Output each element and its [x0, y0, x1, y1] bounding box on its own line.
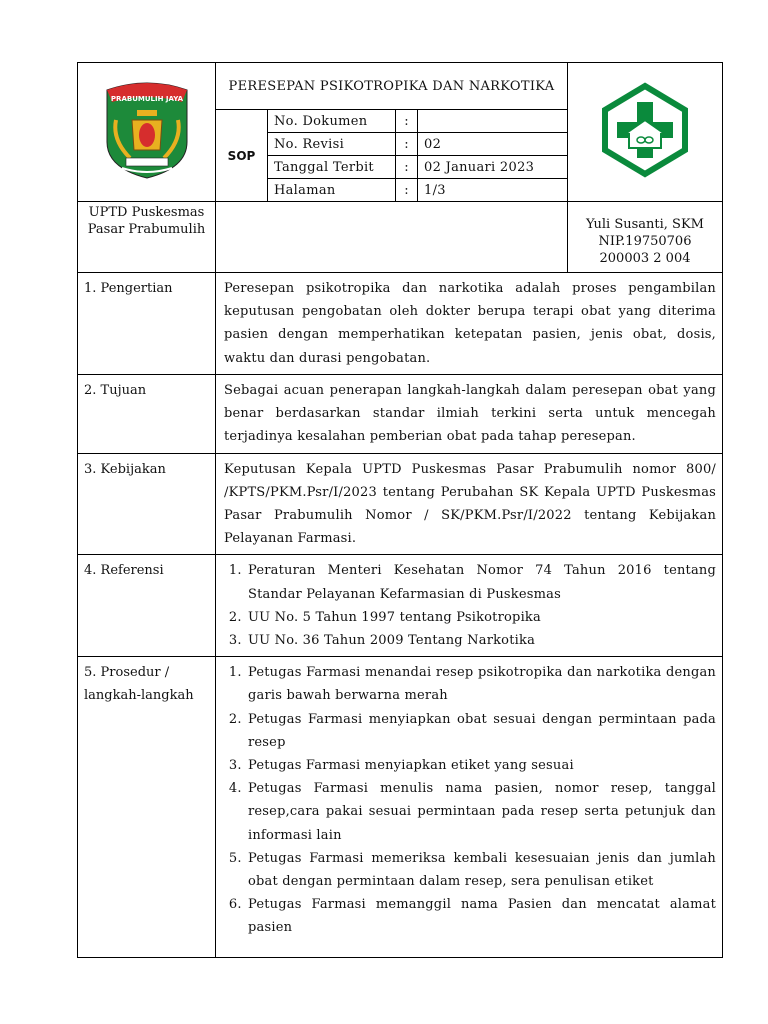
meta-label-revisi: No. Revisi [268, 133, 396, 156]
list-item: 1. Petugas Farmasi menandai resep psikotropika dan narkotika dengan garis bawah berwarna merah [246, 661, 716, 707]
sop-document [77, 62, 722, 958]
svg-text:PRABUMULIH JAYA: PRABUMULIH JAYA [110, 95, 183, 103]
section-label-pengertian: 1. Pengertian [78, 273, 216, 375]
signatory-name: Yuli Susanti, SKM [586, 217, 704, 232]
organization-name: UPTD Puskesmas Pasar Prabumulih [78, 202, 216, 273]
section-text-pengertian: Peresepan psikotropika dan narkotika adalah proses pengambilan keputusan pengobatan oleh dokter berupa terapi obat yang diterima pasien dengan memperhatikan ketepatan pasien, jenis obat, dosis, waktu dan durasi pengobatan. [216, 273, 723, 375]
referensi-list [224, 559, 716, 652]
section-text-tujuan: Sebagai acuan penerapan langkah-langkah dalam peresepan obat yang benar berdasarkan standar ilmiah terkini serta untuk mencegah terjadinya kesalahan pemberian obat pada tahap peresepan. [216, 375, 723, 454]
list-item: 1. Peraturan Menteri Kesehatan Nomor 74 Tahun 2016 tentang Standar Pelayanan Kefarmasian di Puskesmas [246, 559, 716, 605]
signatory-block [568, 202, 723, 273]
empty-header-cell [216, 202, 568, 273]
list-item: 6. Petugas Farmasi memanggil nama Pasien dan mencatat alamat pasien [246, 893, 716, 939]
list-item: 2. UU No. 5 Tahun 1997 tentang Psikotropika [246, 606, 716, 629]
regional-crest-logo [102, 80, 192, 180]
section-text-kebijakan: Keputusan Kepala UPTD Puskesmas Pasar Prabumulih nomor 800/ /KPTS/PKM.Psr/I/2023 tentang Perubahan SK Kepala UPTD Puskesmas Pasar Prabumulih Nomor / SK/PKM.Psr/I/2022 tentang Kebijakan Pelayanan Farmasi. [216, 453, 723, 555]
meta-colon: : [396, 179, 418, 202]
meta-value-revisi: 02 [418, 133, 568, 156]
list-item: 2. Petugas Farmasi menyiapkan obat sesuai dengan permintaan pada resep [246, 708, 716, 754]
list-item: 3. UU No. 36 Tahun 2009 Tentang Narkotika [246, 629, 716, 652]
meta-label-halaman: Halaman [268, 179, 396, 202]
meta-label-tanggal: Tanggal Terbit [268, 156, 396, 179]
puskesmas-logo [597, 82, 693, 178]
list-item: 4. Petugas Farmasi menulis nama pasien, nomor resep, tanggal resep,cara pakai sesuai permintaan pada resep serta petunjuk dan informasi lain [246, 777, 716, 847]
section-label-referensi: 4. Referensi [78, 555, 216, 657]
list-item: 3. Petugas Farmasi menyiapkan etiket yang sesuai [246, 754, 716, 777]
meta-colon: : [396, 156, 418, 179]
document-title: PERESEPAN PSIKOTROPIKA DAN NARKOTIKA [216, 63, 568, 110]
meta-value-dokumen [418, 110, 568, 133]
sop-table [77, 62, 723, 958]
regional-logo-cell [78, 63, 216, 202]
section-label-kebijakan: 3. Kebijakan [78, 453, 216, 555]
sop-label: SOP [216, 110, 268, 202]
meta-label-dokumen: No. Dokumen [268, 110, 396, 133]
meta-value-tanggal: 02 Januari 2023 [418, 156, 568, 179]
list-item: 5. Petugas Farmasi memeriksa kembali kesesuaian jenis dan jumlah obat dengan permintaan dalam resep, sera penulisan etiket [246, 847, 716, 893]
meta-colon: : [396, 110, 418, 133]
section-list-referensi [216, 555, 723, 657]
prosedur-list [224, 661, 716, 939]
signatory-nip: NIP.19750706 200003 2 004 [598, 234, 692, 266]
section-label-prosedur: 5. Prosedur / langkah-langkah [78, 657, 216, 958]
meta-colon: : [396, 133, 418, 156]
section-list-prosedur [216, 657, 723, 958]
meta-value-halaman: 1/3 [418, 179, 568, 202]
puskesmas-logo-cell [568, 63, 723, 202]
section-label-tujuan: 2. Tujuan [78, 375, 216, 454]
